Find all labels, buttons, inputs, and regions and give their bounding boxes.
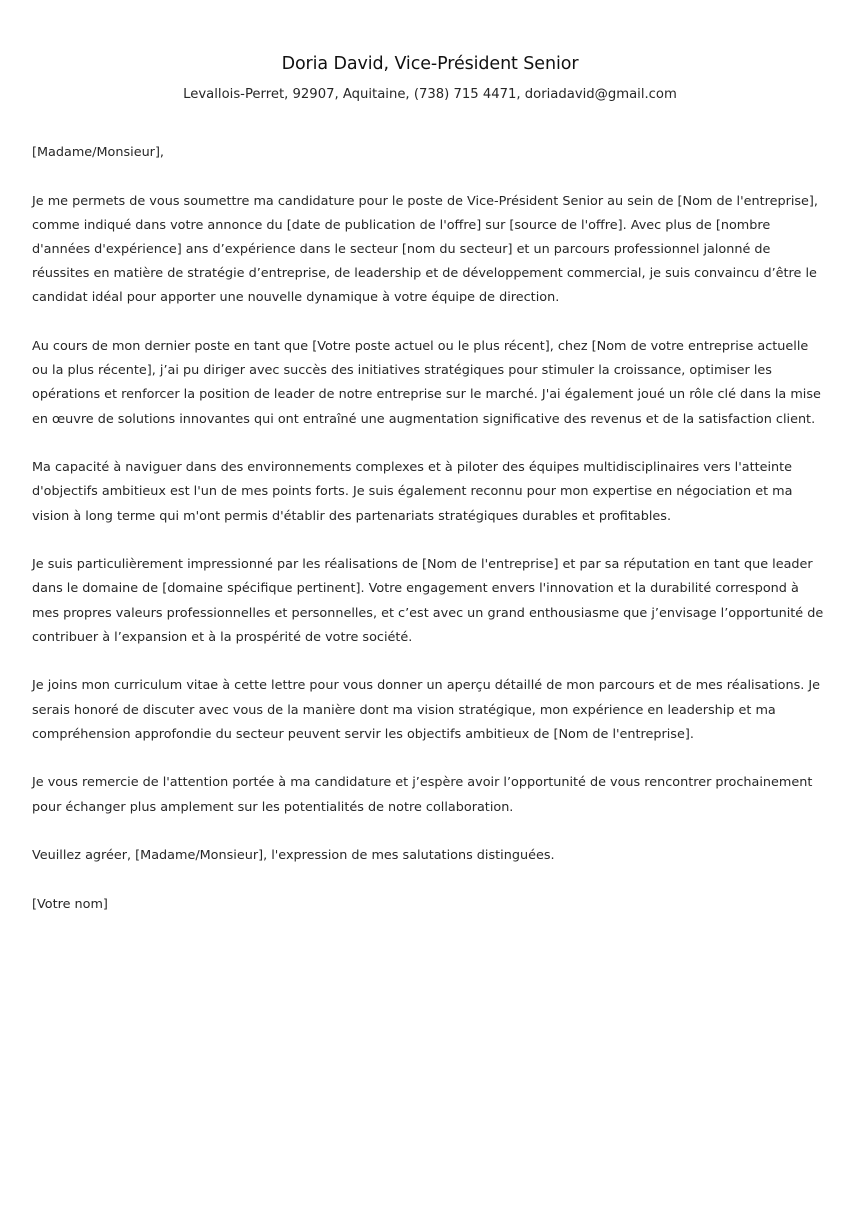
sender-name-title: Doria David, Vice-Président Senior — [281, 54, 579, 74]
signature: [Votre nom] — [32, 896, 108, 912]
body-paragraph-1: Je me permets de vous soumettre ma candidature pour le poste de Vice-Président Senior au sein de [Nom de l'entreprise], comme indiqué dans votre annonce du [date de publication de l'offre] sur [source de l'offre]. Avec plus de [nombre d'années d'expérience] ans d’expérience dans le secteur [nom du secteur] et un parcours professionnel jalonné de réussites en matière de stratégie d’entreprise, de leadership et de développement commercial, je suis convaincu d’être le candidat idéal pour apporter une nouvelle dynamique à votre équipe de direction. — [32, 193, 818, 306]
closing-line: Veuillez agréer, [Madame/Monsieur], l'expression de mes salutations distinguées. — [32, 848, 555, 864]
body-paragraph-3: Ma capacité à naviguer dans des environnements complexes et à piloter des équipes multidisciplinaires vers l'atteinte d'objectifs ambitieux est l'un de mes points forts. Je suis également reconnu pour mon expertise en négociation et ma vision à long terme qui m'ont permis d'établir des partenariats stratégiques durables et profitables. — [32, 460, 793, 524]
letter-body — [32, 141, 828, 917]
letter-header — [32, 0, 828, 105]
sender-contact-info: Levallois-Perret, 92907, Aquitaine, (738) 715 4471, doriadavid@gmail.com — [183, 87, 677, 102]
body-paragraph-2: Au cours de mon dernier poste en tant que [Votre poste actuel ou le plus récent], chez [Nom de votre entreprise actuelle ou la plus récente], j’ai pu diriger avec succès des initiatives stratégiques pour stimuler la croissance, optimiser les opérations et renforcer la position de leader de notre entreprise sur le marché. J'ai également joué un rôle clé dans la mise en œuvre de solutions innovantes qui ont entraîné une augmentation significative des revenus et de la satisfaction client. — [32, 339, 821, 427]
body-paragraph-6: Je vous remercie de l'attention portée à ma candidature et j’espère avoir l’opportunité de vous rencontrer prochainement pour échanger plus amplement sur les potentialités de notre collaboration. — [32, 775, 813, 815]
body-paragraph-5: Je joins mon curriculum vitae à cette lettre pour vous donner un aperçu détaillé de mon parcours et de mes réalisations. Je serais honoré de discuter avec vous de la manière dont ma vision stratégique, mon expérience en leadership et ma compréhension approfondie du secteur peuvent servir les objectifs ambitieux de [Nom de l'entreprise]. — [32, 678, 821, 742]
salutation: [Madame/Monsieur], — [32, 145, 164, 160]
body-paragraph-4: Je suis particulièrement impressionné par les réalisations de [Nom de l'entreprise] et par sa réputation en tant que leader dans le domaine de [domaine spécifique pertinent]. Votre engagement envers l'innovation et la durabilité correspond à mes propres valeurs professionnelles et personnelles, et c’est avec un grand enthousiasme que j’envisage l’opportunité de contribuer à l’expansion et à la prospérité de votre société. — [32, 557, 824, 645]
